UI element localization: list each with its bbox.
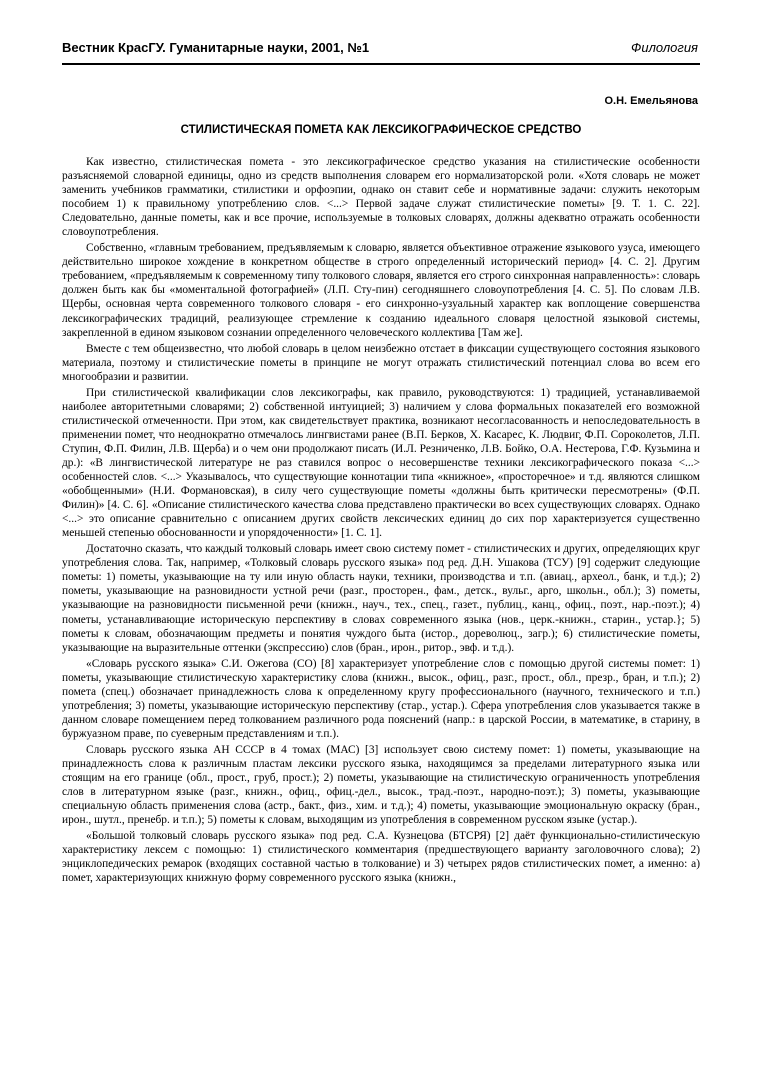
section-name: Филология bbox=[631, 40, 698, 55]
paragraph: Достаточно сказать, что каждый толковый словарь имеет свою систему помет - стилистических и других, определяющих круг употребления слова. Так, например, «Толковый словарь русского языка» под ред. Д.Н. Ушакова (ТСУ) [9] содержит следующие пометы: 1) пометы, указывающие на ту или иную область науки, техники, производства и т.п. (авиац., археол., банк, и т.д.); 2) пометы, указывающие на разновидности устной речи (разг., просторен., фам., детск., вульг., арго, школьн., обл.); 3) пометы, указывающие на разновидности письменной речи (книжн., науч., тех., спец., газет., публиц., канц., офиц., поэт., нар.-поэт.); 4) пометы, устанавливающие историческую перспективу в словах современного языка (нов., церк.-книжн., старин., устар.}; 5) пометы к словам, обозначающим предметы и понятия чуждого быта (истор., дореволюц., загр.); 6) стилистические пометы, указывающие на выразительные оттенки (экспрессию) слов (бран., ирон., ритор., эвф. и т.д.). bbox=[62, 543, 700, 654]
article-author: О.Н. Емельянова bbox=[604, 95, 698, 107]
paragraph: Словарь русского языка АН СССР в 4 томах (МАС) [3] использует свою систему помет: 1) пометы, указывающие на принадлежность слова к различным пластам лексики русского языка, находящимся за пределами литературного языка или стоящим на его границе (обл., прост., груб, прост.); 2) пометы, указывающие на стилистическую ограниченность употребления слов в литературном языке (разг., книжн., офиц., офиц.-дел., высок., трад.-поэт., народно-поэт.); 3) пометы, указывающие специальную область применения слова (астр., бакт., физ., хим. и т.д.); 4) пометы, указывающие эмоциональную окраску (бран., ирон., шутл., пренебр. и т.п.); 5) пометы к словам, выходящим из употребления в современном русском языке (устар.). bbox=[62, 743, 700, 827]
header-rule bbox=[62, 63, 700, 65]
article-title: СТИЛИСТИЧЕСКАЯ ПОМЕТА КАК ЛЕКСИКОГРАФИЧЕСКОЕ СРЕДСТВО bbox=[180, 124, 582, 136]
paragraph: «Большой толковый словарь русского языка» под ред. С.А. Кузнецова (БТСРЯ) [2] даёт функционально-стилистическую характеристику лексем с помощью: 1) стилистического комментария (предшествующего варианту заголовочного слова); 2) энциклопедических ремарок (входящих составной частью в толкование) и 3) четырех рядов стилистических помет, а именно: а) помет, характеризующих книжную форму современного русского языка (книжн., bbox=[62, 830, 700, 885]
paragraph: При стилистической квалификации слов лексикографы, как правило, руководствуются: 1) традицией, устанавливаемой наиболее авторитетными словарями; 2) собственной интуицией; 3) наличием у слова формальных показателей его возможной стилистической отмеченности. При этом, как свидетельствует практика, возникают несогласованность и непоследовательность в применении помет, что неоднократно отмечалось лингвистами ранее (В.П. Берков, Х. Касарес, К. Людвиг, Ф.П. Сороколетов, Л.П. Ступин, Ф.П. Филин, Л.В. Щерба) и о чем они продолжают писать (И.Л. Резниченко, Л.В. Бойко, О.А. Нестерова, Г.Ф. Кузьмина и др.): «В лингвистической литературе не раз ставился вопрос о несовершенстве техники лексикографического показа <...> особенностей слов. <...> Указывалось, что существующие коннотации типа «книжное», «просторечное» и т.д. являются слишком «обобщенными» (Н.И. Формановская), в силу чего существующие пометы «должны быть критически пересмотрены» (Ф.П. Филин)» [4. С. 6]. «Описание стилистического качества слова представлено практически во всех существующих словарях. Однако <...> это описание сравнительно с описанием других свойств лексических единиц до сих пор характеризуется существенно меньшей степенью обоснованности и упорядоченности» [1. С. 1]. bbox=[62, 386, 700, 540]
paragraph: «Словарь русского языка» С.И. Ожегова (СО) [8] характеризует употребление слов с помощью другой системы помет: 1) пометы, указывающие стилистическую характеристику слова (книжн., высок., офиц., разг., прост., обл., презр., бран, и т.п.); 2) помета (спец.) обозначает принадлежность слова к определенному кругу профессионального (научного, технического и т.п.) употребления; 3) пометы, указывающие историческую перспективу (стар., устар.). Сфера употребления слов указывается также в данном словаре помещением перед толкованием различного рода пояснений (напр.: в царской России, в математике, в старину, в буржуазном праве, по суеверным представлениям и т.п.). bbox=[62, 657, 700, 740]
paragraph: Вместе с тем общеизвестно, что любой словарь в целом неизбежно отстает в фиксации существующего состояния языкового материала, поэтому и стилистические пометы в принципе не могут отражать стилистический потенциал слова во всем его многообразии и развитии. bbox=[62, 342, 700, 383]
running-head bbox=[62, 40, 698, 55]
paragraph: Как известно, стилистическая помета - это лексикографическое средство указания на стилистические особенности разъясняемой словарной единицы, одно из средств выполнения словарем его нормализаторской роли. «Хотя словарь не может заменить учебников грамматики, стилистики и орфоэпии, однако он ставит себе и нормативные задачи: служить некоторым пособием 1) к правильному употреблению слов. <...> Первой задаче служат стилистические пометы» [9. Т. 1. С. 22]. Следовательно, данные пометы, как и все прочие, используемые в толковых словарях, должны адекватно отражать особенности словоупотребления. bbox=[62, 156, 700, 239]
paragraph: Собственно, «главным требованием, предъявляемым к словарю, является объективное отражение языкового узуса, имеющего действительно широкое хождение в конкретном обществе в строго определенный исторический период» [4. С. 2]. Другим требованием, «предъявляемым к современному типу толкового словаря, является его строго синхронная направленность»: словарь должен быть как бы «моментальной фотографией» (Л.П. Сту-пин) сегодняшнего словоупотребления [4. С. 5]. По словам Л.В. Щербы, основная черта современного толкового словаря - его синхронно-узуальный характер как воплощение совершенства лексикографических традиций, реализующее стремление к созданию идеального словаря целостной языковой системы, закрепленной в едином языковом сознании определенного человеческого коллектива [Там же]. bbox=[62, 242, 700, 339]
article-body bbox=[62, 155, 700, 887]
journal-title: Вестник КрасГУ. Гуманитарные науки, 2001, №1 bbox=[62, 40, 370, 55]
